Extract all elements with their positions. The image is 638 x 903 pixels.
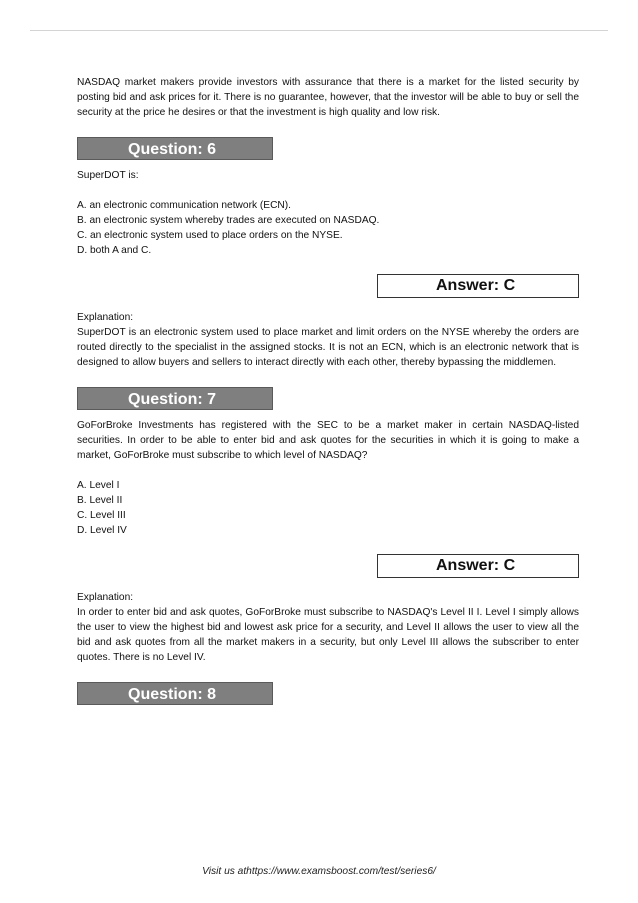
question-8-banner: Question: 8 [77, 682, 273, 705]
footer-link[interactable]: Visit us athttps://www.examsboost.com/test/series6/ [202, 866, 436, 877]
question-6-option-c: C. an electronic system used to place orders on the NYSE. [77, 230, 343, 241]
question-6-explanation: SuperDOT is an electronic system used to place market and limit orders on the NYSE whereby the orders are routed directly to the specialist in the assigned stocks. It is not an ECN, which is an electronic network that is designed to allow buyers and sellers to interact directly with each other, thereby bypassing the middlemen. [77, 327, 579, 368]
question-7-option-c: C. Level III [77, 510, 126, 521]
question-7-stem: GoForBroke Investments has registered with the SEC to be a market maker in certain NASDAQ-listed securities. In order to be able to enter bid and ask quotes for the securities in which it is going to make a market, GoForBroke must subscribe to which level of NASDAQ? [77, 420, 579, 461]
question-6-option-b: B. an electronic system whereby trades are executed on NASDAQ. [77, 215, 380, 226]
question-7-explanation-label: Explanation: [77, 592, 134, 603]
question-7-option-d: D. Level IV [77, 525, 127, 536]
question-6-answer: Answer: C [377, 274, 579, 298]
document-body [77, 75, 579, 705]
question-7-banner: Question: 7 [77, 387, 273, 410]
question-7-option-a: A. Level I [77, 480, 120, 491]
question-6-stem: SuperDOT is: [77, 170, 139, 181]
question-7-explanation: In order to enter bid and ask quotes, GoForBroke must subscribe to NASDAQ's Level II I. Level I simply allows the user to view the highest bid and lowest ask price for a security, and Level II allows the user to view all the bid and ask quotes from all the market makers in a security, but only Level III allows the subscriber to enter quotes. There is no Level IV. [77, 607, 579, 663]
question-6-option-a: A. an electronic communication network (ECN). [77, 200, 292, 211]
top-divider [30, 30, 608, 31]
intro-paragraph: NASDAQ market makers provide investors with assurance that there is a market for the listed security by posting bid and ask prices for it. There is no guarantee, however, that the investor will be able to buy or sell the security at the price he desires or that the investment is high quality and low risk. [77, 77, 579, 118]
question-7-answer: Answer: C [377, 554, 579, 578]
question-6-banner: Question: 6 [77, 137, 273, 160]
question-7-option-b: B. Level II [77, 495, 123, 506]
question-6-option-d: D. both A and C. [77, 245, 152, 256]
question-6-explanation-label: Explanation: [77, 312, 134, 323]
